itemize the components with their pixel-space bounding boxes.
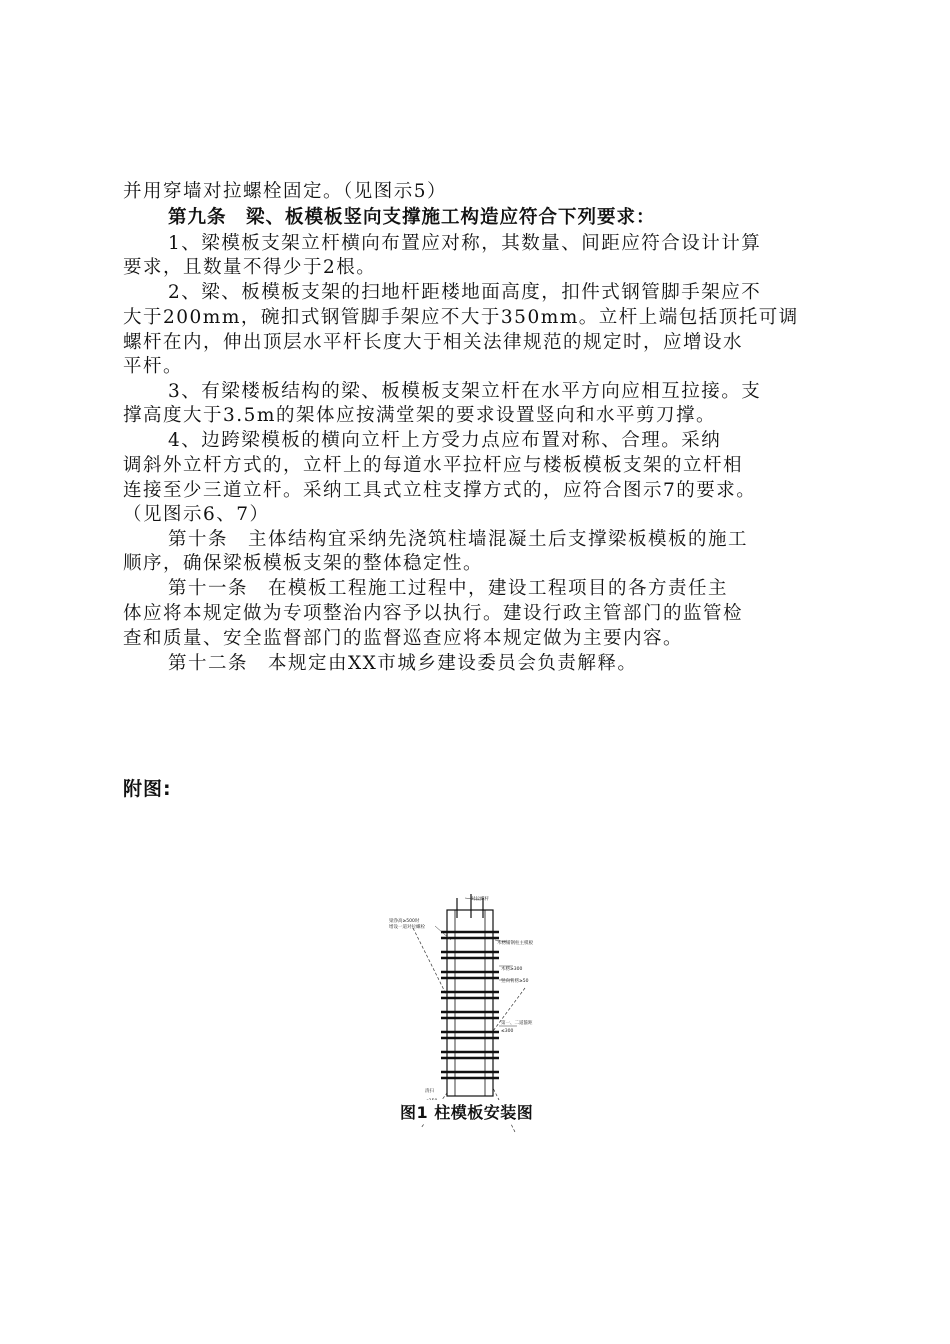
figure-label: 对拉螺杆 (471, 897, 489, 902)
text-line: 第十条 主体结构宜采纳先浇筑柱墙混凝土后支撑梁板模板的施工 (168, 529, 749, 550)
text-line: 4、边跨梁模板的横向立杆上方受力点应布置对称、合理。采纳 (168, 430, 722, 451)
figure-label: 竖向背楞≥50 (501, 979, 529, 984)
figure-label: 增设一道对拉螺栓 (389, 925, 425, 930)
text-line: 调斜外立杆方式的，立杆上的每道水平拉杆应与楼板模板支架的立杆相 (123, 455, 744, 476)
text-line: 查和质量、安全监督部门的监督巡查应将本规定做为主要内容。 (123, 628, 684, 649)
figure-label: 木楞≥300 (501, 967, 523, 972)
text-line: 顺序，确保梁板模板支架的整体稳定性。 (123, 553, 484, 574)
figure-label: 木楞铺钢柱主模板 (497, 941, 533, 946)
text-line: 连接至少三道立杆。采纳工具式立柱支撑方式的，应符合图示7的要求。 (123, 480, 757, 501)
text-line: 1、梁模板支架立杆横向布置应对称，其数量、间距应符合设计计算 (168, 233, 762, 254)
text-line: 大于200mm，碗扣式钢管脚手架应不大于350mm。立杆上端包括顶托可调 (123, 307, 799, 328)
text-line: 体应将本规定做为专项整治内容予以执行。建设行政主管部门的监管检 (123, 603, 744, 624)
column-formwork-figure (385, 888, 545, 1136)
text-line: 第十二条 本规定由XX市城乡建设委员会负责解释。 (168, 653, 638, 674)
text-line: 第十一条 在模板工程施工过程中，建设工程项目的各方责任主 (168, 578, 729, 599)
figure-label: 清扫 (425, 1089, 434, 1094)
text-line: 螺杆在内，伸出顶层水平杆长度大于相关法律规范的规定时，应增设水 (123, 332, 744, 353)
text-line: 2、梁、板模板支架的扫地杆距楼地面高度，扣件式钢管脚手架应不 (168, 282, 762, 303)
text-line: 平杆。 (123, 356, 184, 377)
appendix-heading: 附图: (123, 778, 172, 800)
figure-caption: 图1 柱模板安装图 (398, 1100, 535, 1123)
figure-label: 梁净高≥500时 (389, 919, 420, 924)
text-line: 要求，且数量不得少于2根。 (123, 257, 377, 278)
section-heading: 第九条 梁、板模板竖向支撑施工构造应符合下列要求： (168, 207, 656, 228)
text-line: 并用穿墙对拉螺栓固定。（见图示5） (123, 181, 448, 202)
text-line: （见图示6、7） (123, 504, 270, 525)
figure-label: ≤300 (501, 1029, 514, 1034)
figure-label: 第一、二道箍距 (501, 1021, 533, 1026)
text-line: 撑高度大于3.5m的架体应按满堂架的要求设置竖向和水平剪刀撑。 (123, 405, 716, 426)
text-line: 3、有梁楼板结构的梁、板模板支架立杆在水平方向应相互拉接。支 (168, 381, 762, 402)
